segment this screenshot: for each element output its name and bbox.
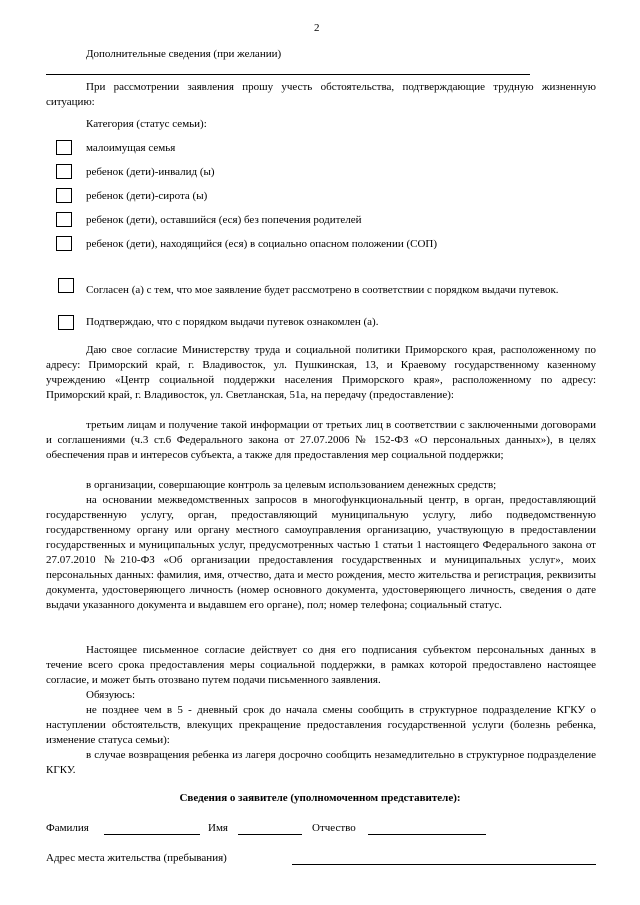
- confirm-statement: Подтверждаю, что с порядком выдачи путевок ознакомлен (а).: [86, 316, 379, 328]
- additional-info-line[interactable]: [46, 74, 530, 75]
- address-label: Адрес места жительства (пребывания): [46, 852, 227, 864]
- category-item-without-parental-care: ребенок (дети), оставшийся (еся) без попечения родителей: [86, 214, 362, 226]
- category-label: Категория (статус семьи):: [86, 118, 207, 130]
- circumstances-paragraph: При рассмотрении заявления прошу учесть обстоятельства, подтверждающие трудную жизненную ситуацию:: [46, 81, 596, 108]
- surname-label: Фамилия: [46, 822, 89, 834]
- address-field[interactable]: [292, 864, 596, 865]
- category-item-disabled-child: ребенок (дети)-инвалид (ы): [86, 166, 215, 178]
- obligations-heading: Обязуюсь:: [86, 689, 136, 701]
- validity-paragraph: Настоящее письменное согласие действует со дня его подписания субъектом персональных данных в течение всего срока предоставления меры социальной поддержки, в рамках которой предоставлено настоящее согласие, и может быть отозвано путем подачи письменного заявления.: [46, 644, 596, 686]
- checkbox-orphan[interactable]: [56, 188, 72, 203]
- control-orgs-paragraph: в организации, совершающие контроль за целевым использованием денежных средств;: [86, 479, 497, 491]
- third-party-paragraph: третьим лицам и получение такой информации от третьих лиц в соответствии с заключенными договорами и соглашениями (ч.3 ст.6 Федерального закона от 27.07.2006 № 152-ФЗ «О персональных данных»), в целях обеспечения прав и интересов субъекта, а также для предоставления мер социальной поддержки;: [46, 419, 596, 461]
- early-return-paragraph: в случае возвращения ребенка из лагеря досрочно сообщить незамедлительно в структурное подразделение КГКУ.: [46, 749, 596, 776]
- checkbox-disabled-child[interactable]: [56, 164, 72, 179]
- patronymic-label: Отчество: [312, 822, 356, 834]
- notify-paragraph: не позднее чем в 5 - дневный срок до начала смены сообщить в структурное подразделение КГКУ о наступлении обстоятельств, влекущих прекращение предоставления государственной услуги (болезнь ребенка, изменение статуса семьи):: [46, 704, 596, 746]
- checkbox-confirm[interactable]: [58, 315, 74, 330]
- checkbox-low-income[interactable]: [56, 140, 72, 155]
- agree-statement: Согласен (а) с тем, что мое заявление будет рассмотрено в соответствии с порядком выдачи путевок.: [86, 284, 559, 296]
- additional-info-label: Дополнительные сведения (при желании): [86, 48, 282, 60]
- checkbox-sop[interactable]: [56, 236, 72, 251]
- consent-paragraph: Даю свое согласие Министерству труда и социальной политики Приморского края, расположенному по адресу: Приморский край, г. Владивосток, ул. Пушкинская, 13, и Краевому государственному казенному учреждению «Центр социальной поддержки населения Приморского края», расположенному по адресу: Приморский край, г. Владивосток, ул. Светланская, 51а, на передачу (предоставление):: [46, 344, 596, 401]
- interdepartmental-paragraph: на основании межведомственных запросов в многофункциональный центр, в орган, предоставляющий государственную услугу, орган, предоставляющий муниципальную услугу, либо подведомственную государственному органу или органу местного самоуправления организацию, участвующую в предоставлении государственных и муниципальных услуг, предусмотренных частью 1 статьи 1 настоящего Федерального закона от 27.07.2010 №210-ФЗ «Об организации предоставления государственных и муниципальных услуг», моих персональных данных: фамилия, имя, отчество, дата и место рождения, место жительства и регистрация, реквизиты документа, удостоверяющего личность (номер основного документа, удостоверяющего личность, сведения о дате выдачи указанного документа и выдавшем его органе), пол; номер телефона; социальный статус.: [46, 494, 596, 611]
- name-label: Имя: [208, 822, 228, 834]
- applicant-heading: Сведения о заявителе (уполномоченном представителе):: [179, 792, 461, 804]
- page-number: 2: [314, 22, 320, 34]
- category-item-low-income: малоимущая семья: [86, 142, 176, 154]
- name-field[interactable]: [238, 834, 302, 835]
- surname-field[interactable]: [104, 834, 200, 835]
- checkbox-without-parental-care[interactable]: [56, 212, 72, 227]
- category-item-sop: ребенок (дети), находящийся (еся) в социально опасном положении (СОП): [86, 238, 438, 250]
- category-item-orphan: ребенок (дети)-сирота (ы): [86, 190, 208, 202]
- patronymic-field[interactable]: [368, 834, 486, 835]
